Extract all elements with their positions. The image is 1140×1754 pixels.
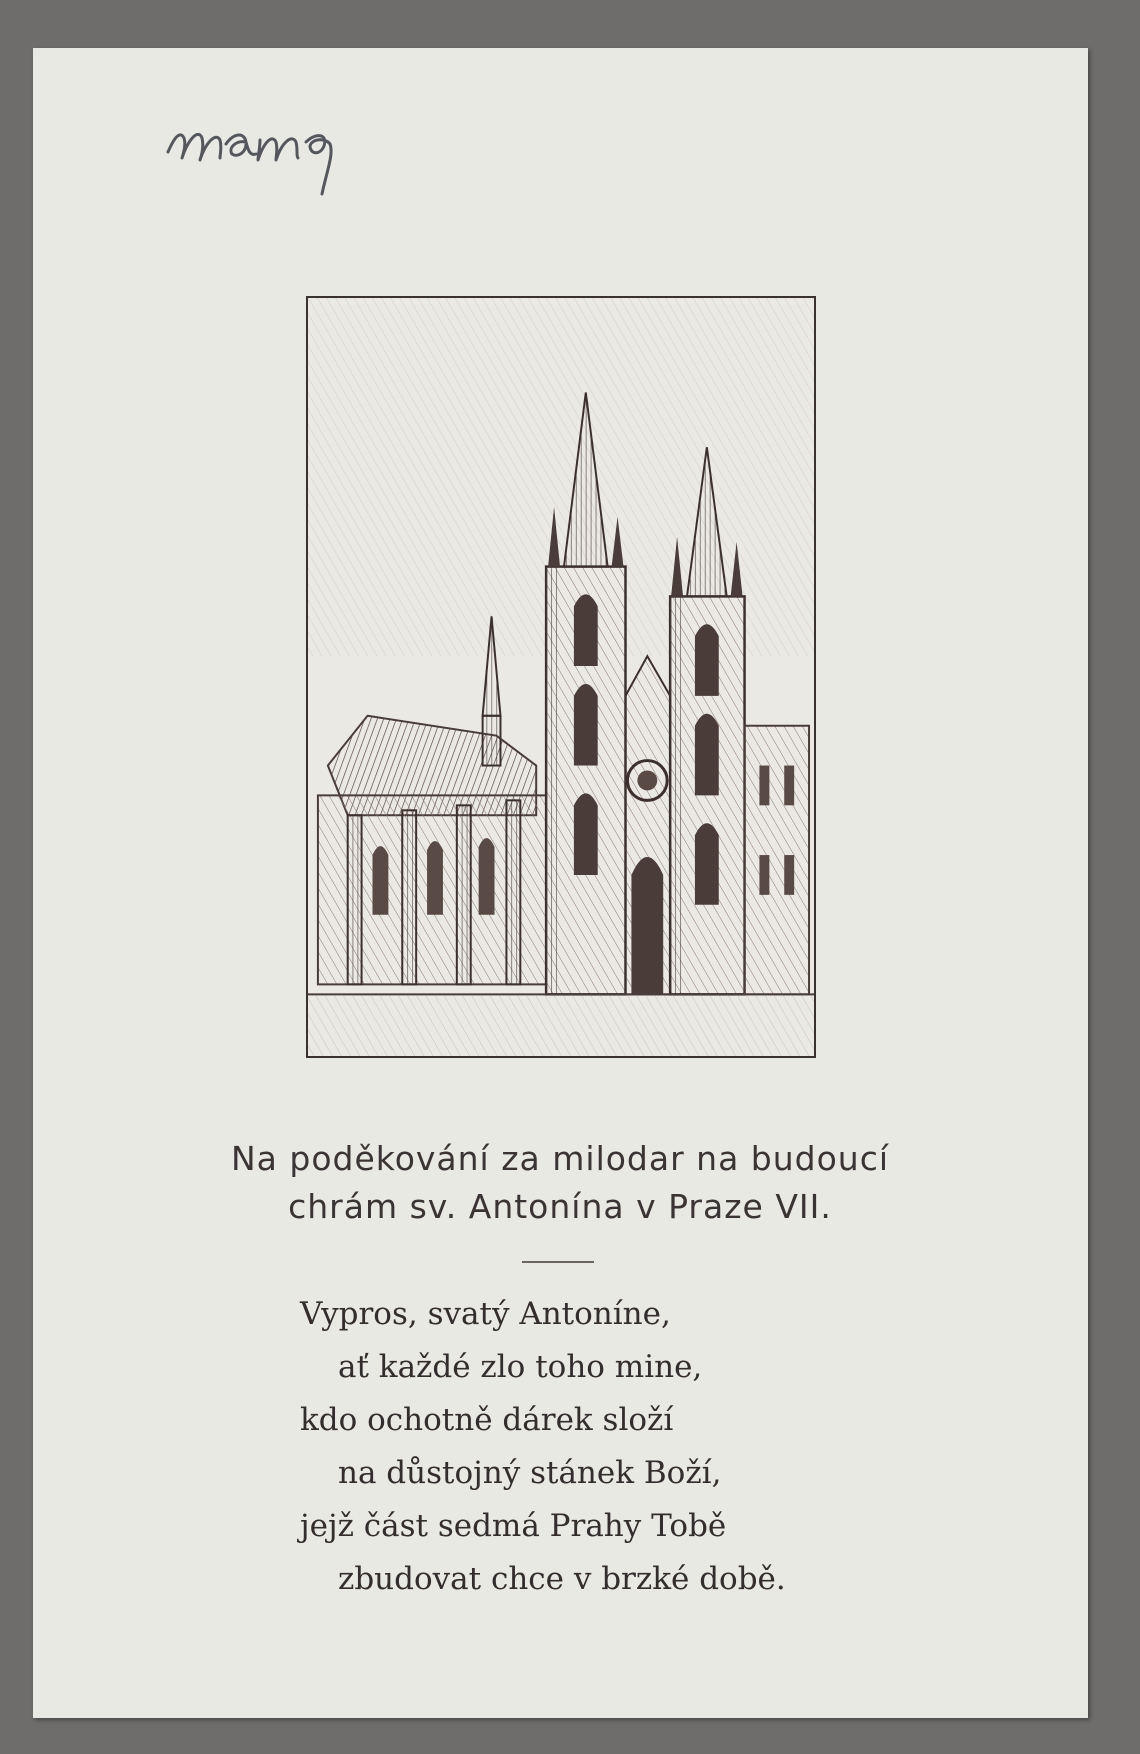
verse-line: kdo ochotně dárek složí — [300, 1402, 674, 1438]
caption-line-2: chrám sv. Antonína v Praze VII. — [288, 1187, 832, 1226]
prayer-verse — [300, 1288, 1000, 1606]
handwritten-note — [160, 78, 400, 208]
verse-line: jejž část sedmá Prahy Tobě — [300, 1508, 727, 1544]
divider — [522, 1261, 594, 1263]
verse-line: Vypros, svatý Antoníne, — [300, 1296, 671, 1332]
church-engraving — [306, 296, 816, 1058]
verse-line: ať každé zlo toho mine, — [338, 1349, 703, 1385]
dedication-caption — [130, 1135, 990, 1231]
verse-line: zbudovat chce v brzké době. — [338, 1561, 786, 1597]
verse-line: na důstojný stánek Boží, — [338, 1455, 722, 1491]
caption-line-1: Na poděkování za milodar na budoucí — [230, 1139, 890, 1178]
